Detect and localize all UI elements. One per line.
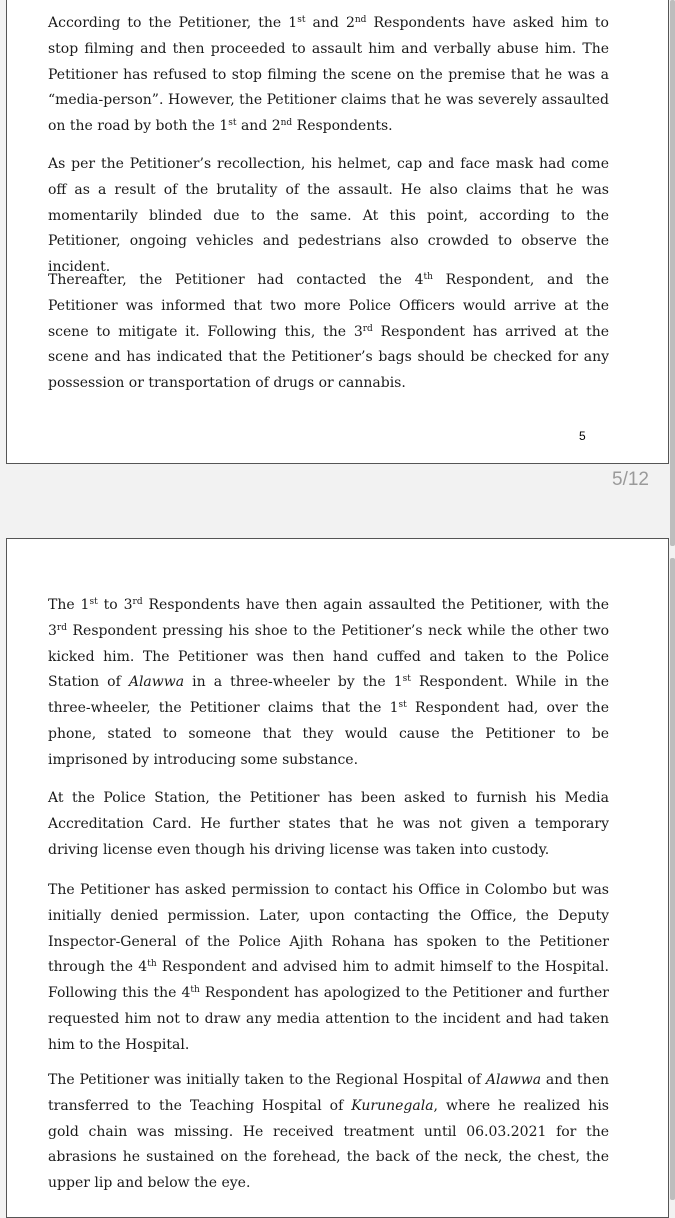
- document-page-6: [6, 538, 669, 1218]
- paragraph: The Petitioner was initially taken to the Regional Hospital of Alawwa and then transferred to the Teaching Hospital of Kurunegala, where he realized his gold chain was missing. He received treatment until 06.03.2021 for the abrasions he sustained on the forehead, the back of the neck, the chest, the upper lip and below the eye.: [48, 1072, 610, 1192]
- paragraph: As per the Petitioner’s recollection, his helmet, cap and face mask had come off as a result of the brutality of the assault. He also claims that he was momentarily blinded due to the same. At this point, according to the Petitioner, ongoing vehicles and pedestrians also crowded to observe the incident.: [48, 156, 609, 276]
- paragraph: At the Police Station, the Petitioner has been asked to furnish his Media Accreditation Card. He further states that he was not given a temporary driving license even though his driving license was taken into custody.: [48, 790, 609, 858]
- paragraph: The Petitioner has asked permission to contact his Office in Colombo but was initially denied permission. Later, upon contacting the Office, the Deputy Inspector-General of the Police Ajith Rohana has spoken to the Petitioner through the 4th Respondent and advised him to admit himself to the Hospital. Following this the 4th Respondent has apologized to the Petitioner and further requested him not to draw any media attention to the incident and had taken him to the Hospital.: [48, 882, 609, 1053]
- page-counter: 5/12: [612, 469, 649, 490]
- paragraph: The 1st to 3rd Respondents have then again assaulted the Petitioner, with the 3rd Respondent pressing his shoe to the Petitioner’s neck while the other two kicked him. The Petitioner was then hand cuffed and taken to the Police Station of Alawwa in a three-wheeler by the 1st Respondent. While in the three-wheeler, the Petitioner claims that the 1st Respondent had, over the phone, stated to someone that they would cause the Petitioner to be imprisoned by introducing some substance.: [48, 597, 609, 768]
- document-page-5: [6, 0, 669, 464]
- paragraph: According to the Petitioner, the 1st and 2nd Respondents have asked him to stop filming and then proceeded to assault him and verbally abuse him. The Petitioner has refused to stop filming the scene on the premise that he was a “media-person”. However, the Petitioner claims that he was severely assaulted on the road by both the 1st and 2nd Respondents.: [48, 15, 609, 135]
- paragraph: Thereafter, the Petitioner had contacted the 4th Respondent, and the Petitioner was informed that two more Police Officers would arrive at the scene to mitigate it. Following this, the 3rd Respondent has arrived at the scene and has indicated that the Petitioner’s bags should be checked for any possession or transportation of drugs or cannabis.: [48, 272, 609, 392]
- scrollbar-thumb[interactable]: [670, 558, 675, 1200]
- page-number: 5: [579, 429, 586, 443]
- scrollbar-thumb[interactable]: [670, 0, 675, 546]
